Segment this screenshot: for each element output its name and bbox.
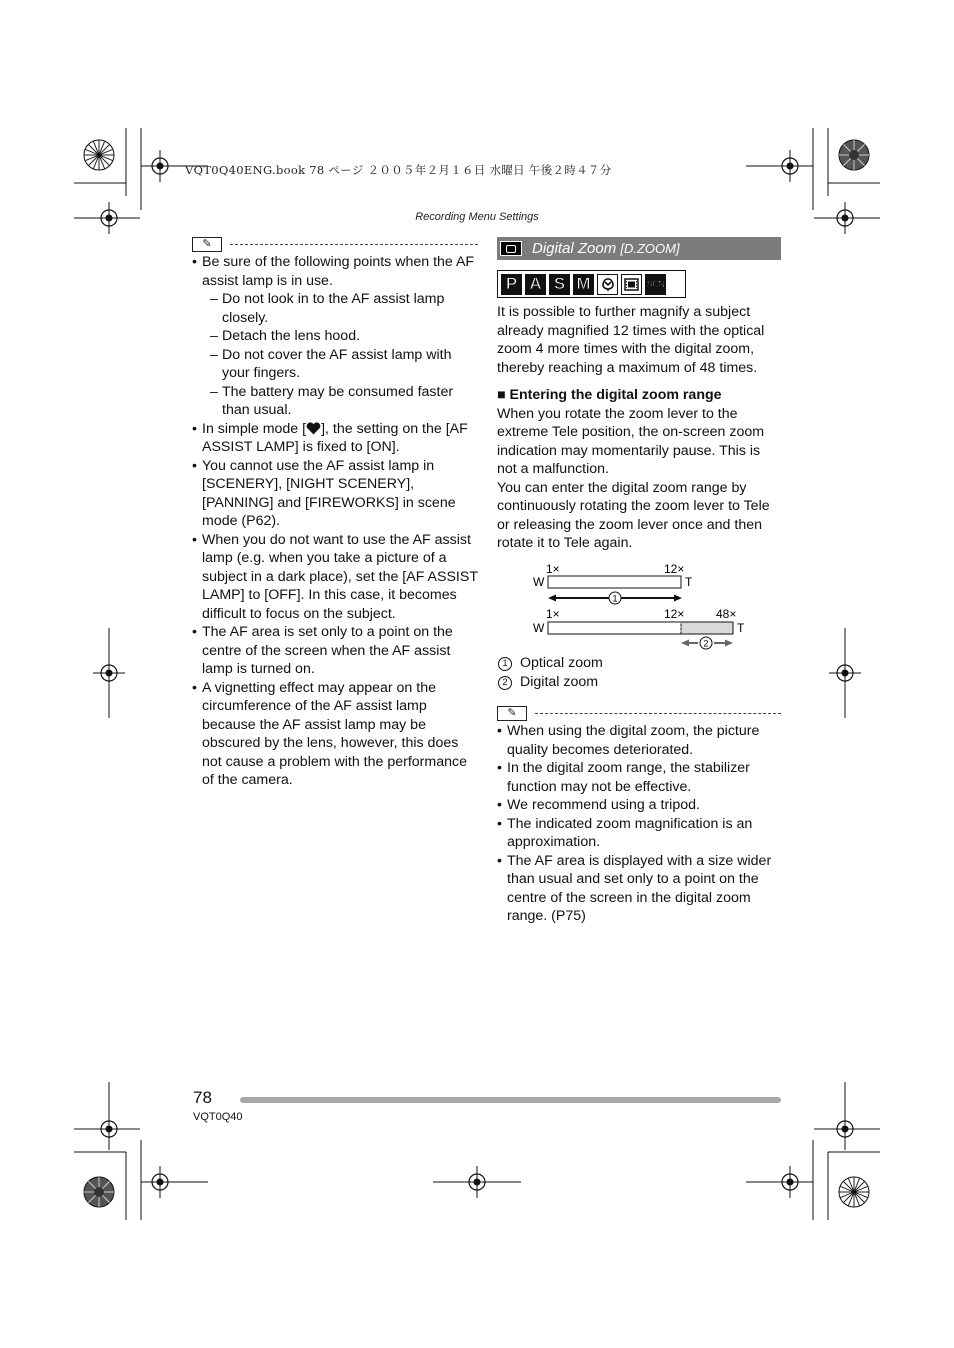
optical-part-bar bbox=[548, 622, 681, 634]
note-text: Be sure of the following points when the AF assist lamp is in use. bbox=[202, 254, 475, 289]
paragraph: When you rotate the zoom lever to the extreme Tele position, the on-screen zoom indication may momentarily pause. This is not a malfunction. bbox=[497, 405, 765, 477]
arrow-head-left bbox=[548, 595, 556, 602]
mode-scn-icon: SCN bbox=[645, 274, 666, 295]
intro-paragraph: It is possible to further magnify a subject already magnified 12 times with the optical zoom 4 more times with the digital zoom, thereby reaching a maximum of 48 times. bbox=[497, 304, 765, 376]
label-48x: 48× bbox=[716, 607, 737, 621]
section-title-text: Digital Zoom bbox=[532, 240, 617, 257]
note-header bbox=[192, 235, 478, 253]
camera-zoom-icon bbox=[500, 241, 522, 256]
list-item: • The AF area is set only to a point on the centre of the screen when the AF assist lamp is turned on. bbox=[192, 623, 478, 679]
legend-label: Digital zoom bbox=[520, 674, 599, 690]
list-item bbox=[192, 253, 478, 420]
label-12x-top: 12× bbox=[664, 562, 685, 576]
list-item: • When you do not want to use the AF assist lamp (e.g. when you take a picture of a subject in a dark place), set the [AF ASSIST LAMP] to [OFF]. In this case, it becomes difficult to focus on the subject. bbox=[192, 531, 478, 624]
mode-p-icon: P bbox=[501, 274, 522, 295]
note-pencil-icon: ✎ bbox=[192, 237, 222, 252]
mode-macro-icon bbox=[597, 274, 618, 295]
mode-s-icon: S bbox=[549, 274, 570, 295]
diagram-legend bbox=[498, 654, 603, 692]
note-divider bbox=[230, 244, 478, 245]
model-code: VQT0Q40 bbox=[193, 1111, 243, 1123]
optical-range-bar bbox=[548, 576, 681, 588]
list-item: • In the digital zoom range, the stabilizer function may not be effective. bbox=[497, 759, 781, 796]
legend-item bbox=[498, 673, 603, 692]
footer-rule bbox=[240, 1097, 781, 1103]
section-menu-code: [D.ZOOM] bbox=[620, 241, 680, 256]
legend-label: Optical zoom bbox=[520, 655, 603, 671]
note-text-pre: In simple mode [ bbox=[202, 420, 307, 437]
marker-2-label: 2 bbox=[703, 638, 709, 649]
label-1x-bottom: 1× bbox=[546, 607, 560, 621]
label-12x-bottom: 12× bbox=[664, 607, 685, 621]
left-notes bbox=[192, 235, 478, 790]
list-item: • We recommend using a tripod. bbox=[497, 796, 781, 815]
note-header bbox=[497, 704, 781, 722]
label-t-top: T bbox=[685, 575, 693, 589]
list-item: • You cannot use the AF assist lamp in [SCENERY], [NIGHT SCENERY], [PANNING] and [FIREWORKS] in scene mode (P62). bbox=[192, 457, 478, 531]
list-item: • A vignetting effect may appear on the circumference of the AF assist lamp because the AF assist lamp may be obscured by the lens, however, this does not cause a problem with the performance of the camera. bbox=[192, 679, 478, 790]
legend-number: 1 bbox=[498, 657, 512, 671]
sub-item: – Do not cover the AF assist lamp with your fingers. bbox=[202, 346, 478, 383]
right-notes bbox=[497, 704, 781, 926]
print-info: VQT0Q40ENG.book 78 ページ ２００５年２月１６日 水曜日 午後２時４７分 bbox=[185, 163, 612, 177]
sub-item: – The battery may be consumed faster than usual. bbox=[202, 383, 478, 420]
note-pencil-icon: ✎ bbox=[497, 706, 527, 721]
arrow-head-right-2 bbox=[725, 640, 733, 647]
digital-zoom-body bbox=[497, 303, 781, 553]
running-head: Recording Menu Settings bbox=[415, 211, 539, 223]
label-w-bottom: W bbox=[533, 621, 545, 635]
sub-list bbox=[202, 290, 478, 420]
mode-m-icon: M bbox=[573, 274, 594, 295]
left-note-list bbox=[192, 253, 478, 790]
sub-item: – Detach the lens hood. bbox=[202, 327, 478, 346]
marker-1-label: 1 bbox=[612, 593, 618, 604]
label-1x-top: 1× bbox=[546, 562, 560, 576]
label-t-bottom: T bbox=[737, 621, 745, 635]
sub-item: – Do not look in to the AF assist lamp closely. bbox=[202, 290, 478, 327]
page-number: 78 bbox=[193, 1088, 212, 1107]
arrow-head-right bbox=[674, 595, 682, 602]
mode-movie-icon bbox=[621, 274, 642, 295]
note-divider bbox=[535, 713, 781, 714]
arrow-head-left-2 bbox=[681, 640, 689, 647]
list-item bbox=[192, 420, 478, 457]
legend-item bbox=[498, 654, 603, 673]
list-item: • When using the digital zoom, the picture quality becomes deteriorated. bbox=[497, 722, 781, 759]
list-item: • The indicated zoom magnification is an approximation. bbox=[497, 815, 781, 852]
subheading: ■ Entering the digital zoom range bbox=[497, 387, 722, 403]
label-w-top: W bbox=[533, 575, 545, 589]
list-item: • The AF area is displayed with a size wider than usual and set only to a point on the centre of the screen in the digital zoom range. (P75) bbox=[497, 852, 781, 926]
legend-number: 2 bbox=[498, 676, 512, 690]
section-header bbox=[497, 237, 781, 260]
zoom-range-diagram bbox=[528, 560, 748, 652]
right-note-list bbox=[497, 722, 781, 926]
mode-a-icon: A bbox=[525, 274, 546, 295]
digital-part-bar bbox=[681, 622, 733, 634]
section-title bbox=[532, 240, 680, 257]
heart-icon bbox=[306, 422, 321, 435]
note-text-post: ], the setting on the [AF ASSIST LAMP] is fixed to [ON]. bbox=[202, 420, 468, 455]
available-modes bbox=[497, 270, 686, 298]
paragraph: You can enter the digital zoom range by continuously rotating the zoom lever to Tele or releasing the zoom lever once and then rotate it to Tele again. bbox=[497, 479, 770, 551]
